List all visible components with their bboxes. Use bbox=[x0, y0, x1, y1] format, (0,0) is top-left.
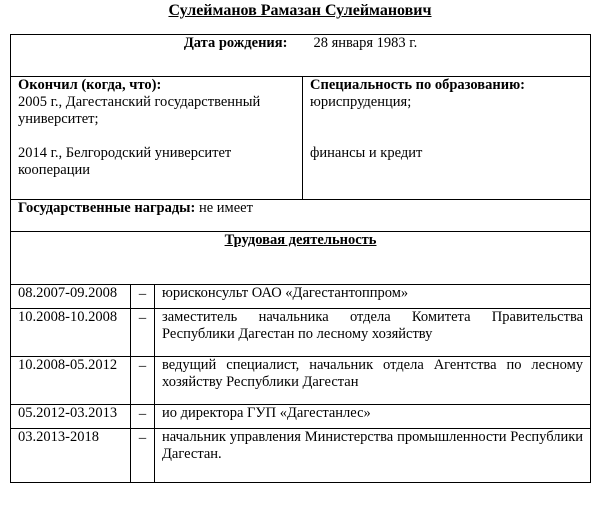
education-item: 2014 г., Белгородский университет кооперации bbox=[18, 145, 232, 178]
job-description: заместитель начальника отдела Комитета Правительства Республики Дагестан по лесному хозяйству bbox=[155, 309, 591, 357]
job-row bbox=[11, 429, 591, 483]
awards-label: Государственные награды: bbox=[18, 200, 196, 216]
birth-row bbox=[11, 35, 591, 77]
education-row bbox=[11, 77, 591, 200]
awards-cell bbox=[11, 200, 591, 232]
job-description: юрисконсульт ОАО «Дагестантоппром» bbox=[155, 285, 591, 309]
specialty-item: юриспруденция; bbox=[310, 94, 412, 110]
job-period: 03.2013-2018 bbox=[11, 429, 131, 483]
job-dash: – bbox=[131, 429, 155, 483]
job-dash: – bbox=[131, 357, 155, 405]
biography-table bbox=[10, 34, 591, 483]
awards-row bbox=[11, 200, 591, 232]
person-name: Сулейманов Рамазан Сулейманович bbox=[168, 2, 432, 19]
job-dash: – bbox=[131, 405, 155, 429]
education-item: 2005 г., Дагестанский государственный университет; bbox=[18, 94, 261, 127]
job-row bbox=[11, 285, 591, 309]
job-description: начальник управления Министерства промышленности Республики Дагестан. bbox=[155, 429, 591, 483]
awards-value: не имеет bbox=[195, 200, 253, 216]
job-period: 10.2008-10.2008 bbox=[11, 309, 131, 357]
work-header-row bbox=[11, 232, 591, 285]
job-description: ведущий специалист, начальник отдела Агентства по лесному хозяйству Республики Дагестан bbox=[155, 357, 591, 405]
birth-label: Дата рождения: bbox=[183, 35, 288, 51]
work-header-cell bbox=[11, 232, 591, 285]
job-period: 08.2007-09.2008 bbox=[11, 285, 131, 309]
specialty-label: Специальность по образованию: bbox=[310, 77, 525, 93]
job-row bbox=[11, 309, 591, 357]
job-dash: – bbox=[131, 285, 155, 309]
birth-value: 28 января 1983 г. bbox=[313, 35, 418, 51]
work-title: Трудовая деятельность bbox=[224, 232, 377, 248]
job-description: ио директора ГУП «Дагестанлес» bbox=[155, 405, 591, 429]
job-row bbox=[11, 405, 591, 429]
job-period: 05.2012-03.2013 bbox=[11, 405, 131, 429]
job-period: 10.2008-05.2012 bbox=[11, 357, 131, 405]
specialty-cell bbox=[303, 77, 591, 200]
education-label: Окончил (когда, что): bbox=[18, 77, 162, 93]
birth-cell bbox=[11, 35, 591, 77]
job-dash: – bbox=[131, 309, 155, 357]
job-row bbox=[11, 357, 591, 405]
education-cell bbox=[11, 77, 303, 200]
specialty-item: финансы и кредит bbox=[310, 145, 423, 161]
